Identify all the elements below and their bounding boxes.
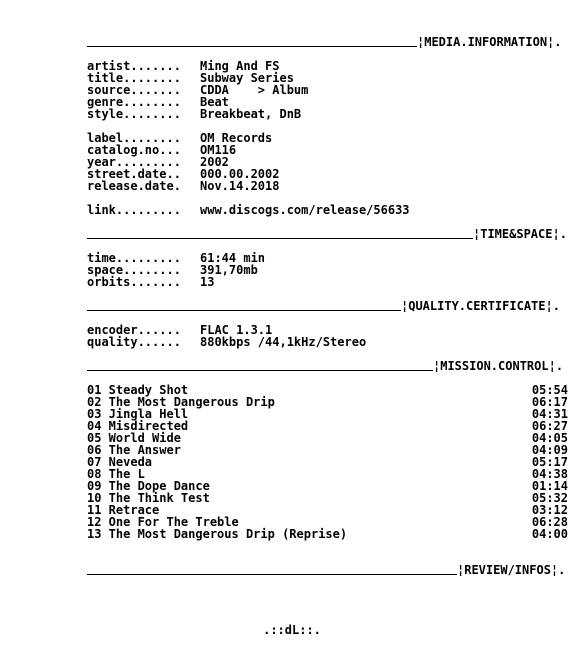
track-time: 05:32 [531,491,568,505]
field-value: 13 [200,275,215,289]
track-time: 06:28 [531,515,568,529]
field-link [87,204,410,216]
section-rule-review [87,574,457,575]
track-title: 04 Misdirected [87,419,189,433]
field-key: label........ [87,131,181,145]
track-title: 11 Retrace [87,503,160,517]
field-key: release.date. [87,179,181,193]
track-title: 12 One For The Treble [87,515,239,529]
track-title: 05 World Wide [87,431,181,445]
track-time: 05:17 [531,455,568,469]
track-time: 01:14 [531,479,568,493]
section-rule-media [87,46,417,47]
field-value: CDDA > Album [200,83,309,97]
section-header-quality: ¦QUALITY.CERTIFICATE¦. [401,299,560,313]
field-key: year......... [87,155,181,169]
section-header-timespace: ¦TIME&SPACE¦. [473,227,567,241]
track-time: 05:54 [531,383,568,397]
field-value: OM116 [200,143,237,157]
track-title: 07 Neveda [87,455,153,469]
field-value: 000.00.2002 [200,167,280,181]
field-key: link......... [87,203,181,217]
track-time: 04:38 [531,467,568,481]
field-key: artist....... [87,59,181,73]
field-key: orbits....... [87,275,181,289]
field-key: catalog.no... [87,143,181,157]
section-header-media: ¦MEDIA.INFORMATION¦. [417,35,562,49]
field-quality [87,336,366,348]
field-key: space........ [87,263,181,277]
track-title: 03 Jingla Hell [87,407,189,421]
field-key: source....... [87,83,181,97]
section-header-review: ¦REVIEW/INFOS¦. [457,563,566,577]
field-value: 391,70mb [200,263,258,277]
track-row [87,444,568,456]
section-header-mission: ¦MISSION.CONTROL¦. [433,359,564,373]
field-value: Subway Series [200,71,294,85]
field-value: 2002 [200,155,229,169]
field-value: OM Records [200,131,273,145]
section-rule-quality [87,310,401,311]
track-time: 06:17 [531,395,568,409]
field-key: title........ [87,71,181,85]
field-key: encoder...... [87,323,181,337]
track-title: 01 Steady Shot [87,383,189,397]
field-value: 61:44 min [200,251,266,265]
field-key: style........ [87,107,181,121]
track-time: 04:09 [531,443,568,457]
track-title: 13 The Most Dangerous Drip (Reprise) [87,527,348,541]
field-value: Ming And FS [200,59,280,73]
track-row [87,528,568,540]
track-time: 04:31 [531,407,568,421]
footer-signature: .::dL::. [263,623,321,637]
field-key: street.date.. [87,167,181,181]
field-release-date [87,180,279,192]
field-orbits [87,276,214,288]
track-title: 08 The L [87,467,145,481]
track-title: 06 The Answer [87,443,181,457]
field-value: FLAC 1.3.1 [200,323,273,337]
track-time: 03:12 [531,503,568,517]
field-value: www.discogs.com/release/56633 [200,203,410,217]
field-key: genre........ [87,95,181,109]
field-style [87,108,301,120]
field-value: Beat [200,95,229,109]
field-key: quality...... [87,335,181,349]
track-time: 06:27 [531,419,568,433]
track-title: 10 The Think Test [87,491,210,505]
section-rule-mission [87,370,433,371]
field-value: 880kbps /44,1kHz/Stereo [200,335,367,349]
section-rule-timespace [87,238,473,239]
track-time: 04:05 [531,431,568,445]
field-value: Breakbeat, DnB [200,107,302,121]
track-title: 02 The Most Dangerous Drip [87,395,275,409]
track-title: 09 The Dope Dance [87,479,210,493]
track-row [87,456,568,468]
track-time: 04:00 [531,527,568,541]
field-value: Nov.14.2018 [200,179,280,193]
field-key: time......... [87,251,181,265]
